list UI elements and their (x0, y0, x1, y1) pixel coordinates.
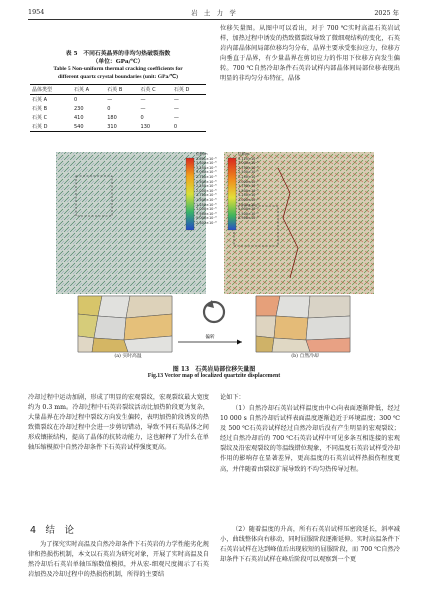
right-paragraph-2: （2）随着温度的升高，所有石英岩试样压密段延长，斜率减小，曲线整体向右移动，同时屈服阶段逐渐延伸。实时高温条件下石英岩试样在达到峰值后出现较短的屈服阶段，而 700 ℃自然冷却条件下石英岩试样在峰后阶段可以观察到一个更 (220, 526, 400, 564)
legend-value: 1.000×10⁻⁵ (196, 207, 217, 212)
table-title-en-2: different quartz crystal boundaries (unit: GPa/℃) (57, 73, 179, 80)
legend-value: 3.000×10⁻⁵ (238, 161, 259, 166)
table-row (30, 104, 206, 113)
legend-value: 2.500×10⁻⁵ (238, 170, 259, 175)
panel-a-legend-title: 位移/m (196, 152, 208, 156)
figure-caption-zh: 图 13 石英岩局部位移矢量图 (172, 366, 256, 373)
legend-value: 2.000×10⁻⁵ (238, 179, 259, 184)
legend-value: 1.750×10⁻⁵ (196, 193, 217, 198)
panel-b-legend-title: 位移/m (238, 152, 250, 156)
panel-b-colorbar (228, 158, 236, 230)
legend-value: 2.750×10⁻⁵ (196, 174, 217, 179)
left-body-paragraph: 冷却过程中运动加剧，形成了明显的宏观裂纹，宏观裂纹最大宽度约为 0.3 mm。冷却过程中石英岩裂纹活动比加热阶段更为复杂，大量晶界在冷却过程中裂纹方向发生偏转，表明加热阶段诱发的热致微裂纹在冷却过程中会进一步剪切错动，导致不同石英晶体之间形成镶嵌结构，提高了晶体的抗转动能力，这也解释了为什么在单轴压缩模拟中自然冷却条件下石英岩试样强度更高。 (28, 394, 209, 452)
figure-13 (28, 148, 400, 360)
table-header-row (30, 85, 206, 95)
table-cell: 0 (173, 123, 178, 130)
table-title-en-1: Table 5 Non-uniform thermal cracking coefficients for (53, 66, 183, 72)
legend-value: 7.500×10⁻⁶ (196, 211, 217, 216)
table-cell: — (173, 105, 179, 112)
table-cell: 石英 B (32, 106, 48, 112)
table-cell: — (140, 105, 146, 112)
table-cell: 410 (74, 114, 84, 121)
panel-b-legend (238, 152, 259, 221)
section-heading-conclusions: 4 结 论 (30, 525, 75, 536)
legend-value: 2.000×10⁻⁵ (196, 188, 217, 193)
table-cell: 310 (107, 123, 117, 130)
shift-label: 偏转 (205, 335, 215, 340)
header-rule (28, 19, 399, 20)
legend-value: 2.503×10⁻⁶ (196, 220, 217, 225)
table-cell: 230 (74, 105, 84, 112)
right-intro-paragraph: 位移矢量图。从图中可以看出，对于 700 ℃实时高温石英岩试样，加热过程中诱发的热致微裂纹导致了微细观结构的变化，石英岩内部晶体间局部位移均匀分布，晶界主要承受张拉应力，位移方向垂直于晶界，有少量晶界在剪切应力的作用下位移方向发生偏转。700 ℃自然冷却条件石英岩试样内部晶体间局部位移表现出明显的非均匀分布特征，晶体 (220, 25, 400, 83)
table-cell: — (140, 96, 146, 103)
panel-a-vector-field (56, 152, 206, 294)
legend-value: 2.250×10⁻⁵ (196, 184, 217, 189)
legend-value: 2.750×10⁻⁵ (238, 165, 259, 170)
table-row (30, 113, 206, 122)
legend-value: 5.000×10⁻⁶ (196, 216, 217, 221)
table-header-cell: 石英 A (74, 87, 90, 93)
journal-name: 岩 土 力 学 (191, 9, 236, 17)
shift-indicator (178, 300, 242, 345)
legend-value: 2.500×10⁻⁶ (238, 211, 259, 216)
legend-value: 1.500×10⁻⁵ (238, 188, 259, 193)
table-header-cell: 晶体类型 (32, 87, 53, 93)
legend-value: 3.000×10⁻⁵ (196, 170, 217, 175)
legend-value: 3.691×10⁻⁵ (196, 156, 217, 161)
legend-value: 1.750×10⁻⁵ (238, 184, 259, 189)
legend-value: 7.500×10⁻⁶ (238, 202, 259, 207)
legend-value: 3.500×10⁻⁵ (196, 161, 217, 166)
right-paragraph-1: （1）自然冷却石英岩试样温度由中心向表面逐渐降低，经过 10 000 s 自然冷却后试样表面温度逐渐趋近于环境温度；300 ℃及 500 ℃石英岩试样经过自然冷却后没有产生明显的宏观裂纹；经过自然冷却后的 700 ℃石英岩试样中可见多条互相连接的宏观裂纹及沿宏观裂纹的等温线错位现象，不同温度石英岩试样受冷却作用的影响存在显著差异，更高温度的石英岩试样热损伤程度更高，并伴随着由裂纹扩展导致的不均匀热传导过程。 (220, 405, 400, 473)
table-cell: — (173, 114, 179, 121)
table-body (30, 95, 206, 132)
legend-value: 2.500×10⁻⁵ (196, 179, 217, 184)
table-cell: 石英 A (32, 97, 48, 103)
table-cell: 540 (74, 123, 84, 130)
cracking-coefficient-table (30, 84, 206, 132)
table-cell: 0 (74, 96, 78, 103)
table-cell: 0 (107, 105, 111, 112)
issue-year: 2025 年 (374, 9, 399, 17)
figure-caption-en: Fig.13 Vector map of localized quartzite displacement (147, 373, 281, 379)
table-header-cell: 石英 B (107, 87, 123, 93)
legend-value: 8.958×10⁻⁸ (238, 216, 259, 221)
table-cell: 0 (140, 114, 144, 121)
table-cell: 130 (140, 123, 151, 130)
panel-a-legend-values (196, 157, 217, 226)
table-cell: 石英 C (32, 115, 48, 121)
subcaption-b: (b) 自然冷却 (291, 354, 319, 359)
table-unit-zh: （单位：GPa/℃） (92, 59, 144, 65)
table-header-cell: 石英 C (140, 87, 156, 93)
table-cell: — (107, 96, 113, 103)
table-cell: 180 (107, 114, 117, 121)
legend-value: 1.250×10⁻⁵ (196, 202, 217, 207)
legend-value: 2.250×10⁻⁵ (238, 174, 259, 179)
page-number: 1954 (28, 8, 45, 16)
right-lead-text: 论如下： (220, 394, 245, 401)
table-row (30, 95, 206, 105)
legend-value: 1.000×10⁻⁵ (238, 197, 259, 202)
subcaption-a: (a) 实时高温 (114, 354, 142, 359)
legend-value: 5.000×10⁻⁶ (238, 207, 259, 212)
table-row (30, 122, 206, 132)
panel-a-legend (196, 152, 217, 226)
panel-a-colorbar (186, 158, 194, 230)
left-conclusion-paragraph: 为了探究实时高温及自然冷却条件下石英岩的力学性能劣化规律和热损伤机制，本文以石英岩为研究对象，开展了实时高温及自然冷却后石英岩单轴压缩数值模拟，并从宏-细观尺度揭示了石英岩加热及冷却过程中的热损伤机制，所得的主要结 (28, 541, 209, 579)
table-header-cell: 石英 D (173, 87, 190, 93)
legend-value: 3.125×10⁻⁵ (238, 156, 259, 161)
panel-b-grain-zoom (256, 296, 350, 352)
table-cell: 石英 D (32, 124, 48, 130)
table-title-zh: 表 5 不同石英晶界的非均匀热破裂指数 (65, 51, 171, 57)
legend-value: 1.250×10⁻⁵ (238, 193, 259, 198)
panel-a-grain-zoom (78, 296, 172, 352)
table-cell: — (173, 96, 179, 103)
panel-b-legend-values (238, 157, 259, 221)
legend-value: 3.250×10⁻⁵ (196, 165, 217, 170)
legend-value: 1.500×10⁻⁵ (196, 197, 217, 202)
table-5-block (28, 50, 208, 132)
